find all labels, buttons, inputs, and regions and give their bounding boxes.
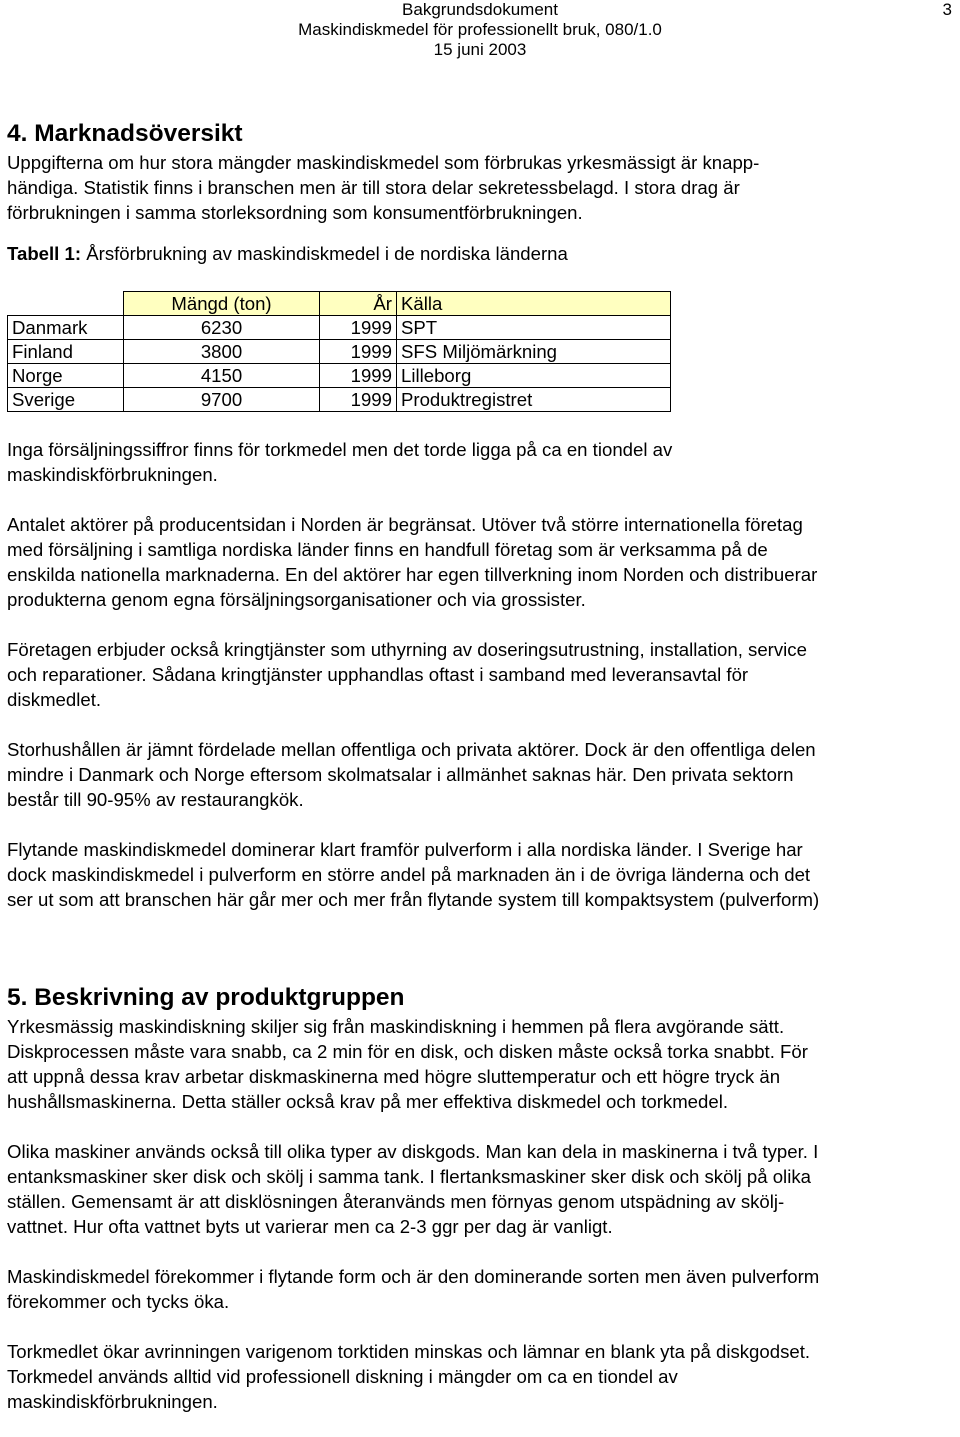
- text-line: Företagen erbjuder också kringtjänster som uthyrning av doseringsutrustning, installation, service: [7, 639, 807, 660]
- text-line: består till 90-95% av restaurangkök.: [7, 789, 304, 810]
- table-caption-label: Tabell 1:: [7, 243, 82, 264]
- cell-country: Norge: [8, 364, 124, 388]
- text-line: Torkmedlet ökar avrinningen varigenom torktiden minskas och lämnar en blank yta på diskgodset.: [7, 1341, 811, 1362]
- table-row: [8, 388, 671, 412]
- page-number: 3: [942, 0, 952, 19]
- text-line: och reparationer. Sådana kringtjänster upphandlas oftast i samband med leveransavtal för: [7, 664, 749, 685]
- cell-year: 1999: [320, 388, 397, 412]
- paragraph: [7, 512, 957, 612]
- cell-quantity: 9700: [124, 388, 320, 412]
- text-line: Flytande maskindiskmedel dominerar klart framför pulverform i alla nordiska länder. I Sverige har: [7, 839, 803, 860]
- paragraph: [7, 837, 957, 912]
- text-line: Diskprocessen måste vara snabb, ca 2 min för en disk, och disken måste också torka snabbt. För: [7, 1041, 808, 1062]
- text-line: produkterna genom egna försäljningsorganisationer och via grossister.: [7, 589, 586, 610]
- paragraph: [7, 1139, 957, 1239]
- cell-source: Produktregistret: [397, 388, 671, 412]
- header-doc-title: Maskindiskmedel för professionellt bruk, 080/1.0: [298, 20, 662, 39]
- text-line: Storhushållen är jämnt fördelade mellan offentliga och privata aktörer. Dock är den offentliga delen: [7, 739, 816, 760]
- text-line: entanksmaskiner sker disk och skölj i samma tank. I flertanksmaskiner sker disk och skölj på olika: [7, 1166, 811, 1187]
- table-caption-text: Årsförbrukning av maskindiskmedel i de nordiska länderna: [81, 243, 568, 264]
- table-header-row: [8, 292, 671, 316]
- cell-quantity: 3800: [124, 340, 320, 364]
- text-line: Torkmedel används alltid vid professionell diskning i mängder om ca en tiondel av: [7, 1366, 678, 1387]
- column-header-year: År: [320, 292, 397, 316]
- text-line: dock maskindiskmedel i pulverform en större andel på marknaden än i de övriga länderna och det: [7, 864, 811, 885]
- section-4-intro: [7, 150, 957, 225]
- text-line: förbrukningen i samma storleksordning som konsumentförbrukningen.: [7, 202, 583, 223]
- cell-year: 1999: [320, 316, 397, 340]
- table-caption: [7, 241, 957, 266]
- text-line: Olika maskiner används också till olika typer av diskgods. Man kan dela in maskinerna i två typer. I: [7, 1141, 819, 1162]
- text-line: diskmedlet.: [7, 689, 102, 710]
- paragraph: [7, 737, 957, 812]
- paragraph: [7, 437, 957, 487]
- column-header-source: Källa: [397, 292, 671, 316]
- text-line: ser ut som att branschen här går mer och mer från flytande system till kompaktsystem (pulverform): [7, 889, 820, 910]
- text-line: Antalet aktörer på producentsidan i Norden är begränsat. Utöver två större internationella företag: [7, 514, 803, 535]
- cell-country: Sverige: [8, 388, 124, 412]
- cell-source: Lilleborg: [397, 364, 671, 388]
- text-line: vattnet. Hur ofta vattnet byts ut varierar men ca 2-3 ggr per dag är vanligt.: [7, 1216, 613, 1237]
- header-doc-type: Bakgrundsdokument: [402, 0, 558, 19]
- page-header: [0, 0, 960, 62]
- document-body: [7, 118, 957, 1414]
- section-4-heading: 4. Marknadsöversikt: [7, 120, 243, 147]
- paragraph: [7, 637, 957, 712]
- consumption-table: [7, 291, 671, 412]
- text-line: förekommer och tycks öka.: [7, 1291, 230, 1312]
- paragraph: [7, 1339, 957, 1414]
- table-corner-cell: [8, 292, 124, 316]
- cell-year: 1999: [320, 364, 397, 388]
- table-row: [8, 340, 671, 364]
- paragraph: [7, 1014, 957, 1114]
- text-line: mindre i Danmark och Norge eftersom skolmatsalar i allmänhet saknas här. Den privata sektorn: [7, 764, 794, 785]
- text-line: ställen. Gemensamt är att disklösningen återanvänds men förnyas genom utspädning av skölj-: [7, 1191, 785, 1212]
- cell-quantity: 6230: [124, 316, 320, 340]
- text-line: att uppnå dessa krav arbetar diskmaskinerna med högre sluttemperatur och ett högre tryck än: [7, 1066, 781, 1087]
- text-line: maskindiskförbrukningen.: [7, 1391, 218, 1412]
- cell-source: SFS Miljömärkning: [397, 340, 671, 364]
- text-line: händiga. Statistik finns i branschen men är till stora delar sekretessbelagd. I stora drag är: [7, 177, 740, 198]
- cell-country: Finland: [8, 340, 124, 364]
- text-line: maskindiskförbrukningen.: [7, 464, 218, 485]
- cell-country: Danmark: [8, 316, 124, 340]
- text-line: hushållsmaskinerna. Detta ställer också krav på mer effektiva diskmedel och torkmedel.: [7, 1091, 728, 1112]
- cell-quantity: 4150: [124, 364, 320, 388]
- text-line: Uppgifterna om hur stora mängder maskindiskmedel som förbrukas yrkesmässigt är knapp-: [7, 152, 760, 173]
- text-line: Inga försäljningssiffror finns för torkmedel men det torde ligga på ca en tiondel av: [7, 439, 673, 460]
- header-date: 15 juni 2003: [433, 40, 527, 59]
- paragraph: [7, 1264, 957, 1314]
- text-line: enskilda nationella marknaderna. En del aktörer har egen tillverkning inom Norden och distribuerar: [7, 564, 818, 585]
- section-5-heading: 5. Beskrivning av produktgruppen: [7, 984, 405, 1011]
- text-line: Yrkesmässig maskindiskning skiljer sig från maskindiskning i hemmen på flera avgörande sätt.: [7, 1016, 785, 1037]
- text-line: Maskindiskmedel förekommer i flytande form och är den dominerande sorten men även pulverform: [7, 1266, 820, 1287]
- cell-source: SPT: [397, 316, 671, 340]
- cell-year: 1999: [320, 340, 397, 364]
- text-line: med försäljning i samtliga nordiska länder finns en handfull företag som är verksamma på de: [7, 539, 768, 560]
- column-header-quantity: Mängd (ton): [124, 292, 320, 316]
- table-row: [8, 316, 671, 340]
- table-row: [8, 364, 671, 388]
